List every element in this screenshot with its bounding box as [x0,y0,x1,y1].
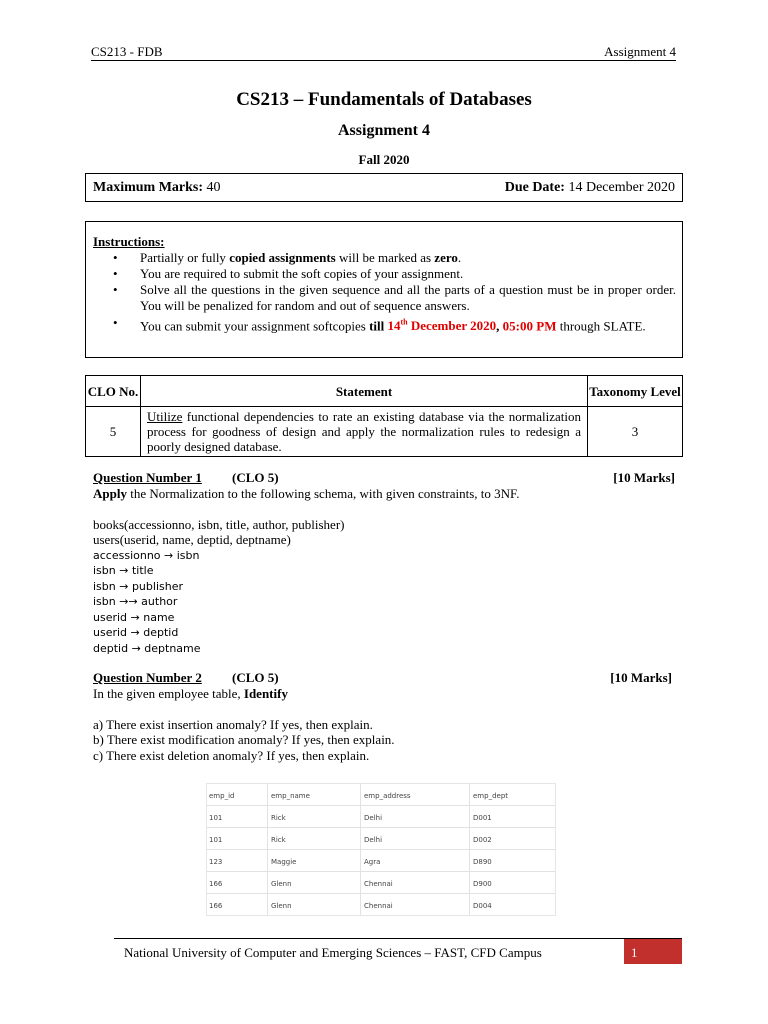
footer-divider [114,938,682,939]
employee-header: emp_id [209,792,235,800]
instructions-list [93,250,676,334]
clo-no: 5 [86,407,141,457]
doc-subtitle: Assignment 4 [337,122,430,139]
question-2-marks: [10 Marks] [610,670,672,685]
cell: Chennai [364,902,393,910]
max-marks: Maximum Marks: 40 [93,180,221,195]
fd-line: isbn →→ author [93,595,178,608]
employee-header-row [207,784,555,806]
instructions-heading: Instructions: [93,234,165,249]
question-1 [93,470,675,656]
schema-books: books(accessionno, isbn, title, author, publisher) [93,516,345,532]
cell: Chennai [364,880,393,888]
marks-box [85,173,683,202]
fd-line: accessionno → isbn [93,548,200,562]
due-date: Due Date: 14 December 2020 [504,180,675,195]
question-2-part-c: c) There exist deletion anomaly? If yes, then explain. [93,747,370,763]
instruction-item: • Partially or fully copied assignments will be marked as zero. [93,250,676,266]
fd-line: deptid → deptname [93,641,201,655]
page-header [91,44,676,61]
cell: 101 [209,836,223,844]
question-1-text: Apply the Normalization to the following schema, with given constraints, to 3NF. [93,486,520,501]
instructions-box [85,221,683,358]
question-2-part-a: a) There exist insertion anomaly? If yes, then explain. [93,716,373,732]
clo-level: 3 [588,407,683,457]
question-1-label: Question Number 1 [93,470,202,485]
employee-table [206,783,556,916]
instruction-item: • You are required to submit the soft copies of your assignment. [93,266,676,282]
cell: Maggie [271,858,297,866]
cell: 101 [209,814,223,822]
cell: Agra [364,858,381,866]
question-2-part-b: b) There exist modification anomaly? If yes, then explain. [93,732,395,747]
header-assignment: Assignment 4 [604,44,676,59]
cell: Glenn [271,880,292,888]
cell: D890 [473,858,492,866]
fd-line: userid → name [93,610,175,624]
schema-users: users(userid, name, deptid, deptname) [93,532,291,547]
fd-line: isbn → publisher [93,579,183,593]
employee-header: emp_name [271,792,310,800]
cell: Rick [271,836,286,844]
cell: D900 [473,880,492,888]
footer-text: National University of Computer and Emerging Sciences – FAST, CFD Campus [124,945,542,960]
table-row [207,828,555,850]
question-2-label: Question Number 2 [93,670,202,685]
clo-header-level: Taxonomy Level [588,376,683,407]
table-row [207,850,555,872]
question-1-clo: (CLO 5) [232,470,279,485]
clo-statement: Utilize functional dependencies to rate an existing database via the normalization process for goodness of design and apply the normalization rules to redesign a poorly designed database. [141,407,588,457]
question-2 [93,670,672,763]
table-row [207,872,555,894]
clo-header-no: CLO No. [86,376,141,407]
employee-header: emp_address [364,792,411,800]
question-1-marks: [10 Marks] [613,470,675,485]
cell: Delhi [364,814,383,822]
cell: D001 [473,814,492,822]
cell: D004 [473,902,492,910]
cell: 166 [209,880,223,888]
cell: 123 [209,858,223,866]
cell: Rick [271,814,286,822]
clo-table [85,375,683,457]
table-row [207,806,555,828]
fd-line: userid → deptid [93,626,179,639]
question-2-text: In the given employee table, Identify [93,686,288,701]
header-course: CS213 - FDB [91,44,163,59]
employee-header: emp_dept [473,792,509,800]
instruction-item: • You can submit your assignment softcopies till 14th December 2020, 05:00 PM through SLATE. [93,315,676,334]
cell: 166 [209,902,223,910]
question-2-clo: (CLO 5) [232,670,279,685]
fd-line: isbn → title [93,564,154,577]
doc-title: CS213 – Fundamentals of Databases [236,89,532,110]
cell: Glenn [271,902,292,910]
page-number: 1 [631,945,638,960]
clo-header-statement: Statement [141,376,588,407]
page-number-badge [624,939,682,964]
cell: Delhi [364,836,383,844]
doc-term: Fall 2020 [358,152,410,167]
table-row [207,894,555,916]
cell: D002 [473,836,492,844]
instruction-item: • Solve all the questions in the given sequence and all the parts of a question must be in proper order. You will be penalized for random and out of sequence answers. [93,282,676,314]
